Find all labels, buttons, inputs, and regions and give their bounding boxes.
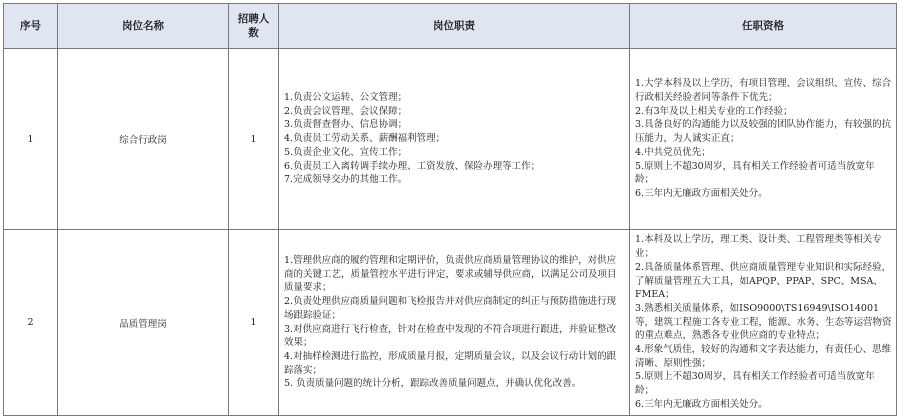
duty-item: 6.负责员工入离转调手续办理、工资发放、保险办理等工作； <box>284 160 541 172</box>
header-qualifications: 任职资格 <box>630 4 897 49</box>
duty-item: 5.负责企业文化、宣传工作； <box>284 146 408 158</box>
cell-no: 1 <box>4 49 58 230</box>
qualification-item: 6.三年内无廉政方面相关处分。 <box>635 187 768 199</box>
qualification-item: 5.原则上不超30周岁，具有相关工作经验者可适当放宽年龄； <box>635 160 875 186</box>
qualification-item: 2.具备质量体系管理、供应商质量管理专业知识和实际经验，了解质量管理五大工具，如APQP、PPAP、SPC、MSA、FMEA； <box>635 261 892 301</box>
duty-item: 5. 负责质量问题的统计分析，跟踪改善质量问题点，并确认优化改善。 <box>284 378 582 390</box>
cell-position: 品质管理岗 <box>58 230 229 416</box>
duty-item: 4.负责员工劳动关系、薪酬福利管理； <box>284 133 446 145</box>
qualification-item: 1.大学本科及以上学历，有项目管理、会议组织、宣传、综合行政相关经验者同等条件下优先； <box>635 78 892 104</box>
header-count: 招聘人数 <box>229 4 279 49</box>
qualification-item: 1.本科及以上学历，理工类、设计类、工程管理类等相关专业； <box>635 234 882 260</box>
qualification-item: 2.有3年及以上相关专业的工作经验； <box>635 105 793 117</box>
duty-item: 2.负责处理供应商质量问题和飞检报告并对供应商制定的纠正与预防措施进行现场跟踪验证； <box>284 296 617 321</box>
table-row <box>4 49 897 230</box>
duty-item: 1.管理供应商的履约管理和定期评价，负责供应商质量管理协议的维护，对供应商的关键工艺，质量管控水平进行评定，要求或辅导供应商，以满足公司及项目质量要求； <box>284 254 617 294</box>
header-duties: 岗位职责 <box>279 4 630 49</box>
header-position: 岗位名称 <box>58 4 229 49</box>
qualification-item: 4.形象气质佳，较好的沟通和文字表达能力，有责任心、思维清晰、原则性强； <box>635 344 892 369</box>
table-row <box>4 230 897 416</box>
qualification-item: 3.具备良好的沟通能力以及较强的团队协作能力，有较强的抗压能力，为人诚实正直； <box>635 119 892 145</box>
cell-count: 1 <box>229 49 279 230</box>
duty-item: 7.完成领导交办的其他工作。 <box>284 174 408 186</box>
recruitment-table <box>3 3 897 416</box>
qualification-item: 5.原则上不超30周岁，具有相关工作经验者可适当放宽年龄； <box>635 371 875 397</box>
cell-duties <box>279 230 630 416</box>
cell-count: 1 <box>229 230 279 416</box>
qualification-item: 6.三年内无廉政方面相关处分。 <box>635 398 768 410</box>
duty-item: 1.负责公文运转、公文管理； <box>284 92 408 104</box>
duty-item: 3.负责督查督办、信息协调； <box>284 119 408 131</box>
cell-duties <box>279 49 630 230</box>
header-no: 序号 <box>4 4 58 49</box>
recruitment-table-container <box>3 3 897 416</box>
duty-item: 3.对供应商进行飞行检查，针对在检查中发现的不符合项进行跟进，并验证整改效果； <box>284 323 617 349</box>
cell-position: 综合行政岗 <box>58 49 229 230</box>
duty-item: 2.负责会议管理、会议保障； <box>284 105 408 117</box>
qualification-item: 4.中共党员优先； <box>635 146 711 158</box>
cell-qualifications <box>630 230 897 416</box>
cell-no: 2 <box>4 230 58 416</box>
duty-item: 4.对抽样检测进行监控，形成质量月报，定期质量会议，以及会议行动计划的跟踪落实； <box>284 350 617 376</box>
header-row <box>4 4 897 49</box>
cell-qualifications <box>630 49 897 230</box>
qualification-item: 3.熟悉相关质量体系，如ISO9000\TS16949\ISO14001等，建筑工程施工各专业工程，能源、水务、生态等运营物资的重点难点，熟悉各专业供应商的专业特点； <box>635 302 892 342</box>
